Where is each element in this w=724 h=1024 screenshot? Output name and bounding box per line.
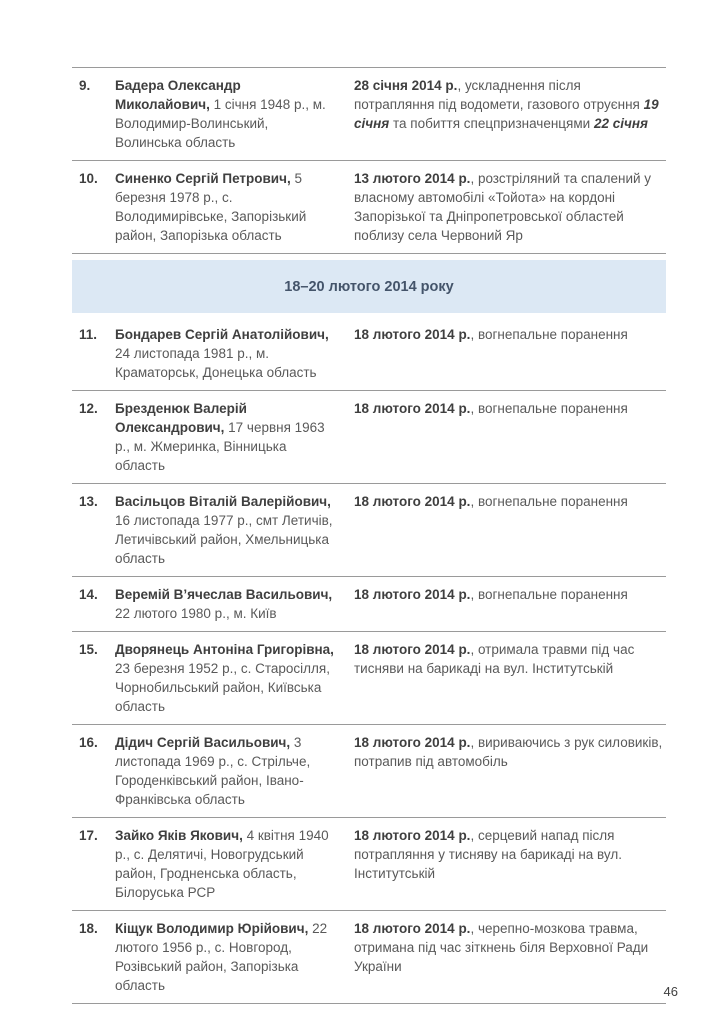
- emphasis-text: Брезденюк Валерій Олександрович,: [115, 401, 247, 435]
- body-text: , вогнепальне поранення: [470, 401, 628, 416]
- emphasis-text: 22 січня: [593, 116, 648, 131]
- table-bottom-rule: [72, 1003, 666, 1004]
- victim-info: [115, 169, 354, 245]
- emphasis-text: Кіщук Володимир Юрійович,: [115, 921, 309, 936]
- victim-info: [115, 325, 354, 382]
- table-row: [72, 483, 666, 576]
- emphasis-text: 18 лютого 2014 р.: [354, 587, 471, 602]
- body-text: та побиття спецпризначенцями: [389, 116, 594, 131]
- table-row: [72, 817, 666, 910]
- row-number: 9.: [79, 78, 91, 93]
- victim-info: [115, 919, 354, 995]
- death-info: [354, 733, 666, 809]
- emphasis-text: 18 лютого 2014 р.: [354, 494, 471, 509]
- death-info: [354, 585, 666, 623]
- victim-info: [115, 76, 354, 152]
- body-text: 5 березня 1978 р., с. Володимирівське, Запорізький район, Запорізька область: [115, 171, 307, 243]
- table-row: [72, 313, 666, 390]
- table-row: [72, 631, 666, 724]
- death-info: [354, 492, 666, 568]
- emphasis-text: Дідич Сергій Васильович,: [115, 735, 291, 750]
- emphasis-text: Зайко Яків Якович,: [115, 828, 243, 843]
- row-number: 18.: [79, 921, 98, 936]
- row-number: 15.: [79, 642, 98, 657]
- table-row: [72, 160, 666, 253]
- page-number: 46: [663, 984, 678, 999]
- body-text: 24 листопада 1981 р., м. Краматорськ, Донецька область: [115, 346, 317, 380]
- row-number: 10.: [79, 171, 98, 186]
- emphasis-text: Васільцов Віталій Валерійович,: [115, 494, 331, 509]
- victim-info: [115, 585, 354, 623]
- victim-info: [115, 826, 354, 902]
- death-info: [354, 325, 666, 382]
- body-text: 16 листопада 1977 р., смт Летичів, Летичівський район, Хмельницька область: [115, 513, 333, 566]
- row-number: 17.: [79, 828, 98, 843]
- table-row: [72, 576, 666, 631]
- table-row: [72, 390, 666, 483]
- body-text: 1 січня 1948 р., м. Володимир-Волинський, Волинська область: [115, 97, 326, 150]
- body-text: , вогнепальне поранення: [470, 587, 628, 602]
- emphasis-text: 18 лютого 2014 р.: [354, 828, 471, 843]
- emphasis-text: Веремій В’ячеслав Васильович,: [115, 587, 333, 602]
- body-text: , серцевий напад після потрапляння у тисняву на барикаді на вул. Інститутській: [354, 828, 623, 881]
- emphasis-text: 13 лютого 2014 р.: [354, 171, 471, 186]
- victim-info: [115, 492, 354, 568]
- body-text: , отримала травми під час тисняви на барикаді на вул. Інститутській: [354, 642, 635, 676]
- victims-table: [72, 67, 666, 1004]
- death-info: [354, 640, 666, 716]
- body-text: , черепно-мозкова травма, отримана під час зіткнень біля Верховної Ради України: [354, 921, 649, 974]
- body-text: 4 квітня 1940 р., с. Делятичі, Новогрудський район, Гродненська область, Білоруська РСР: [115, 828, 329, 900]
- emphasis-text: 18 лютого 2014 р.: [354, 642, 471, 657]
- emphasis-text: 28 січня 2014 р.: [354, 78, 458, 93]
- body-text: , вогнепальне поранення: [470, 327, 628, 342]
- death-info: [354, 169, 666, 245]
- victim-info: [115, 399, 354, 475]
- emphasis-text: Дворянець Антоніна Григорівна,: [115, 642, 334, 657]
- emphasis-text: Синенко Сергій Петрович,: [115, 171, 291, 186]
- emphasis-text: 19 січня: [354, 97, 659, 131]
- body-text: 22 лютого 1980 р., м. Київ: [115, 606, 277, 621]
- row-number: 16.: [79, 735, 98, 750]
- emphasis-text: 18 лютого 2014 р.: [354, 327, 471, 342]
- emphasis-text: 18 лютого 2014 р.: [354, 921, 471, 936]
- table-row: [72, 910, 666, 1003]
- row-number: 14.: [79, 587, 98, 602]
- body-text: 3 листопада 1969 р., с. Стрільче, Городенківський район, Івано-Франківська область: [115, 735, 311, 807]
- body-text: , розстріляний та спалений у власному автомобілі «Тойота» на кордоні Запорізької та Дніпропетровської областей поблизу села Червоний Яр: [354, 171, 652, 243]
- emphasis-text: Бадера Олександр Миколайович,: [115, 78, 241, 112]
- body-text: 17 червня 1963 р., м. Жмеринка, Вінницька область: [115, 420, 325, 473]
- victim-info: [115, 733, 354, 809]
- body-text: , ускладнення після потрапляння під водомети, газового отруєння: [354, 78, 644, 112]
- body-text: , вириваючись з рук силовиків, потрапив під автомобіль: [354, 735, 663, 769]
- death-info: [354, 826, 666, 902]
- row-number: 11.: [79, 327, 98, 342]
- emphasis-text: Бондарев Сергій Анатолійович,: [115, 327, 329, 342]
- row-number: 13.: [79, 494, 98, 509]
- body-text: 23 березня 1952 р., с. Старосілля, Чорнобильський район, Київська область: [115, 661, 330, 714]
- section-band: [72, 253, 666, 313]
- death-info: [354, 76, 666, 152]
- table-row: [72, 724, 666, 817]
- table-row: [72, 67, 666, 160]
- row-number: 12.: [79, 401, 98, 416]
- body-text: 22 лютого 1956 р., с. Новгород, Розівський район, Запорізька область: [115, 921, 328, 993]
- section-band-label: 18–20 лютого 2014 року: [284, 278, 454, 295]
- emphasis-text: 18 лютого 2014 р.: [354, 735, 471, 750]
- body-text: , вогнепальне поранення: [470, 494, 628, 509]
- death-info: [354, 919, 666, 995]
- death-info: [354, 399, 666, 475]
- victim-info: [115, 640, 354, 716]
- emphasis-text: 18 лютого 2014 р.: [354, 401, 471, 416]
